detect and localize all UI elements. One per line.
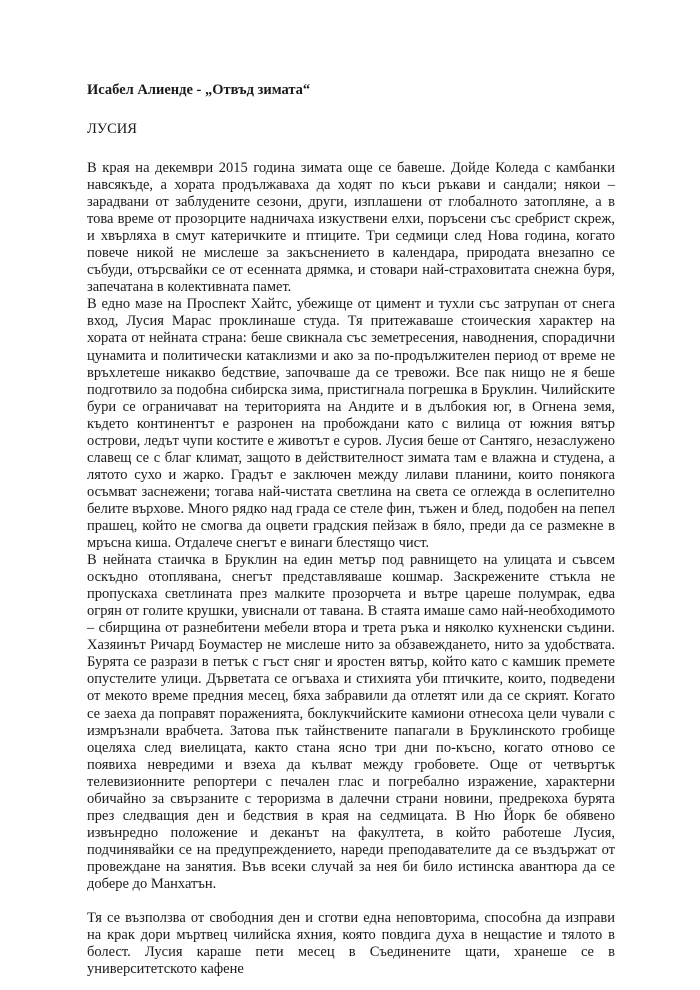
paragraph: Тя се възползва от свободния ден и сготви една неповторима, способна да изправи на крак дори мъртвец чилийска яхния, която повдига духа в нещастие и тялото в болест. Лусия караше пети месец в Съединените щати, хранеше се в университетското кафене <box>87 910 615 978</box>
paragraph: В нейната стаичка в Бруклин на един метър под равнището на улицата и съвсем оскъдно отоплявана, снегът представляваше кошмар. Заскрежените стъкла не пропускаха светлината през малките прозорчета и вътре цареше полумрак, едва огрян от голите крушки, увиснали от тавана. В стаята имаше само най-необходимото – сбирщина от разнебитени мебели втора и трета ръка и няколко кухненски съдини. Хазяинът Ричард Боумастер не мислеше нито за обзавеждането, нито за удобствата. Бурята се разрази в петък с гъст сняг и яростен вятър, който като с камшик премете опустелите улици. Дърветата се огъваха и стихията уби птичките, които, подведени от мекото време предния месец, бяха забравили да отлетят или да се скрият. Когато се заеха да поправят пораженията, боклукчийските камиони отнесоха цели чували с измръзнали врабчета. Затова пък тайнствените папагали в Бруклинското гробище оцеляха след виелицата, както стана ясно три дни по-късно, когато отново се появиха невредими и взеха да кълват между гробовете. Още от четвъртък телевизионните репортери с печален глас и погребално изражение, характерни обичайно за свързаните с тероризма в далечни страни новини, предрекоха бурята през следващия ден и бедствия в края на седмицата. В Ню Йорк бе обявено извънредно положение и деканът на факултета, в който работеше Лусия, подчинявайки се на предупреждението, нареди преподавателите да се въздържат от провеждане на занятия. Във всеки случай за нея би било истинска авантюра да се добере до Манхатън. <box>87 552 615 892</box>
chapter-heading: ЛУСИЯ <box>87 121 137 137</box>
paragraph: В едно мазе на Проспект Хайтс, убежище от цимент и тухли със затрупан от снега вход, Лусия Марас проклинаше студа. Тя притежаваше стоическия характер на хората от нейната страна: беше свикнала със земетресения, наводнения, спорадични цунамита и политически катаклизми и ако за по-продължителен период от време не връхлетеше никакво бедствие, започваше да се тревожи. Все пак нищо не я беше подготвило за подобна сибирска зима, пристигнала погрешка в Бруклин. Чилийските бури се ограничават на територията на Андите и в дълбокия юг, в Огнена земя, където континентът е разронен на пробождани като с вилица от южния вятър острови, ледът чупи костите е животът е суров. Лусия беше от Сантяго, незаслужено славещ се с благ климат, защото в действителност зимата там е влажна и студена, а лятото сухо и жарко. Градът е заключен между лилави планини, които понякога осъмват заснежени; тогава най-чистата светлина на света се оглежда в ослепително белите върхове. Много рядко над града се стеле фин, тъжен и блед, подобен на пепел прашец, който не смогва да оцвети градския пейзаж в бяло, преди да се размекне в мръсна киша. Отдалече снегът е винаги блестящо чист. <box>87 296 615 552</box>
document-body <box>87 82 615 978</box>
document-title: Исабел Алиенде - „Отвъд зимата“ <box>87 82 311 98</box>
paragraph: В края на декември 2015 година зимата още се бавеше. Дойде Коледа с камбанки навсякъде, а хората продължаваха да ходят по къси ръкави и сандали; някои – зарадвани от заблудените сезони, други, изплашени от глобалното затопляне, а в това време от прозорците надничаха изкуствени елхи, поръсени със сребрист скреж, и хвърляха в смут катеричките и птиците. Три седмици след Нова година, когато повече никой не мислеше за закъснението в календара, природата внезапно се събуди, отърсвайки се от есенната дрямка, и стовари най-страховитата снежна буря, запечатана в колективната памет. <box>87 160 615 296</box>
